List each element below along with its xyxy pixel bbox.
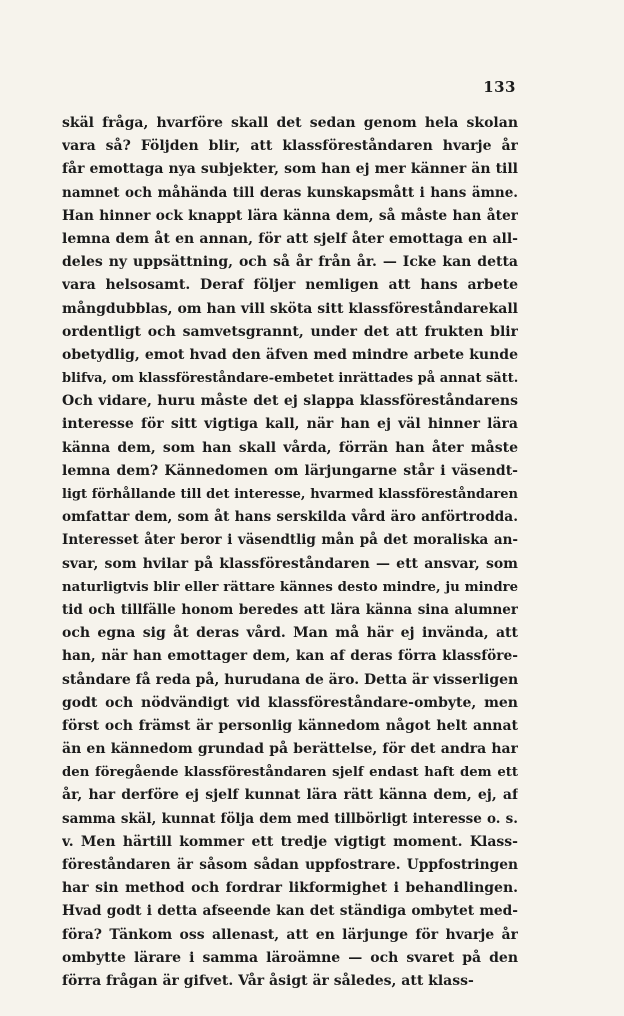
- text-line: svar, som hvilar på klassföreståndaren — ett ansvar, som: [62, 555, 518, 572]
- text-line: den föregående klassföreståndaren sjelf endast haft dem ett: [62, 765, 518, 781]
- text-line: föreståndaren är såsom sådan uppfostrare. Uppfostringen: [62, 857, 518, 873]
- text-line: först och främst är personlig kännedom något helt annat: [62, 717, 518, 734]
- text-line: han, när han emottager dem, kan af deras förra klassföre-: [62, 648, 518, 665]
- text-line: ombytte lärare i samma läroämne — och svaret på den: [62, 949, 518, 966]
- text-line: naturligtvis blir eller rättare kännes desto mindre, ju mindre: [62, 579, 518, 595]
- page-number: 133: [483, 78, 516, 96]
- text-line: v. Men härtill kommer ett tredje vigtigt moment. Klass-: [62, 833, 518, 850]
- text-line: föra? Tänkom oss allenast, att en lärjunge för hvarje år: [62, 926, 518, 943]
- text-line: än en kännedom grundad på berättelse, för det andra har: [62, 741, 518, 758]
- text-line: och egna sig åt deras vård. Man må här ej invända, att: [62, 625, 518, 642]
- text-line: år, har derföre ej sjelf kunnat lära rätt känna dem, ej, af: [62, 787, 518, 804]
- text-line: Interesset åter beror i väsendtlig mån på det moraliska an-: [62, 532, 518, 549]
- text-line: förra frågan är gifvet. Vår åsigt är således, att klass-: [62, 972, 474, 989]
- text-line: lemna dem? Kännedomen om lärjungarne står i väsendt-: [62, 462, 518, 479]
- text-line: vara helsosamt. Deraf följer nemligen att hans arbete: [62, 277, 518, 294]
- text-line: tid och tillfälle honom beredes att lära känna sina alumner: [62, 601, 518, 618]
- text-line: Och vidare, huru måste det ej slappa klassföreståndarens: [62, 393, 518, 410]
- text-line: vara så? Följden blir, att klassföreståndaren hvarje år: [62, 138, 518, 155]
- text-line: har sin method och fordrar likformighet i behandlingen.: [62, 880, 518, 897]
- text-line: Hvad godt i detta afseende kan det ständiga ombytet med-: [62, 903, 518, 920]
- text-line: ligt förhållande till det interesse, hvarmed klassföreståndaren: [62, 487, 518, 502]
- text-line: interesse för sitt vigtiga kall, när han ej väl hinner lära: [62, 416, 518, 433]
- text-line: skäl fråga, hvarföre skall det sedan genom hela skolan: [62, 115, 518, 131]
- text-line: mångdubblas, om han vill sköta sitt klassföreståndarekall: [62, 300, 518, 317]
- text-line: Han hinner ock knappt lära känna dem, så måste han åter: [62, 207, 518, 224]
- text-line: godt och nödvändigt vid klassföreståndare-ombyte, men: [62, 694, 518, 711]
- text-line: namnet och måhända till deras kunskapsmått i hans ämne.: [62, 184, 518, 201]
- text-line: lemna dem åt en annan, för att sjelf åter emottaga en all-: [62, 230, 518, 247]
- body-text: [62, 112, 518, 993]
- text-line: ordentligt och samvetsgrannt, under det att frukten blir: [62, 323, 518, 340]
- text-line: blifva, om klassföreståndare-embetet inrättades på annat sätt.: [62, 371, 518, 387]
- text-line: deles ny uppsättning, och så år från år. — Icke kan detta: [62, 254, 518, 271]
- text-line: omfattar dem, som åt hans serskilda vård äro anförtrodda.: [62, 509, 518, 526]
- text-line: samma skäl, kunnat följa dem med tillbörligt interesse o. s.: [62, 810, 518, 827]
- text-line: känna dem, som han skall vårda, förrän han åter måste: [62, 439, 518, 456]
- text-line: obetydlig, emot hvad den äfven med mindre arbete kunde: [62, 346, 518, 363]
- text-line: ståndare få reda på, hurudana de äro. Detta är visserligen: [62, 671, 518, 688]
- text-line: får emottaga nya subjekter, som han ej mer känner än till: [62, 161, 518, 178]
